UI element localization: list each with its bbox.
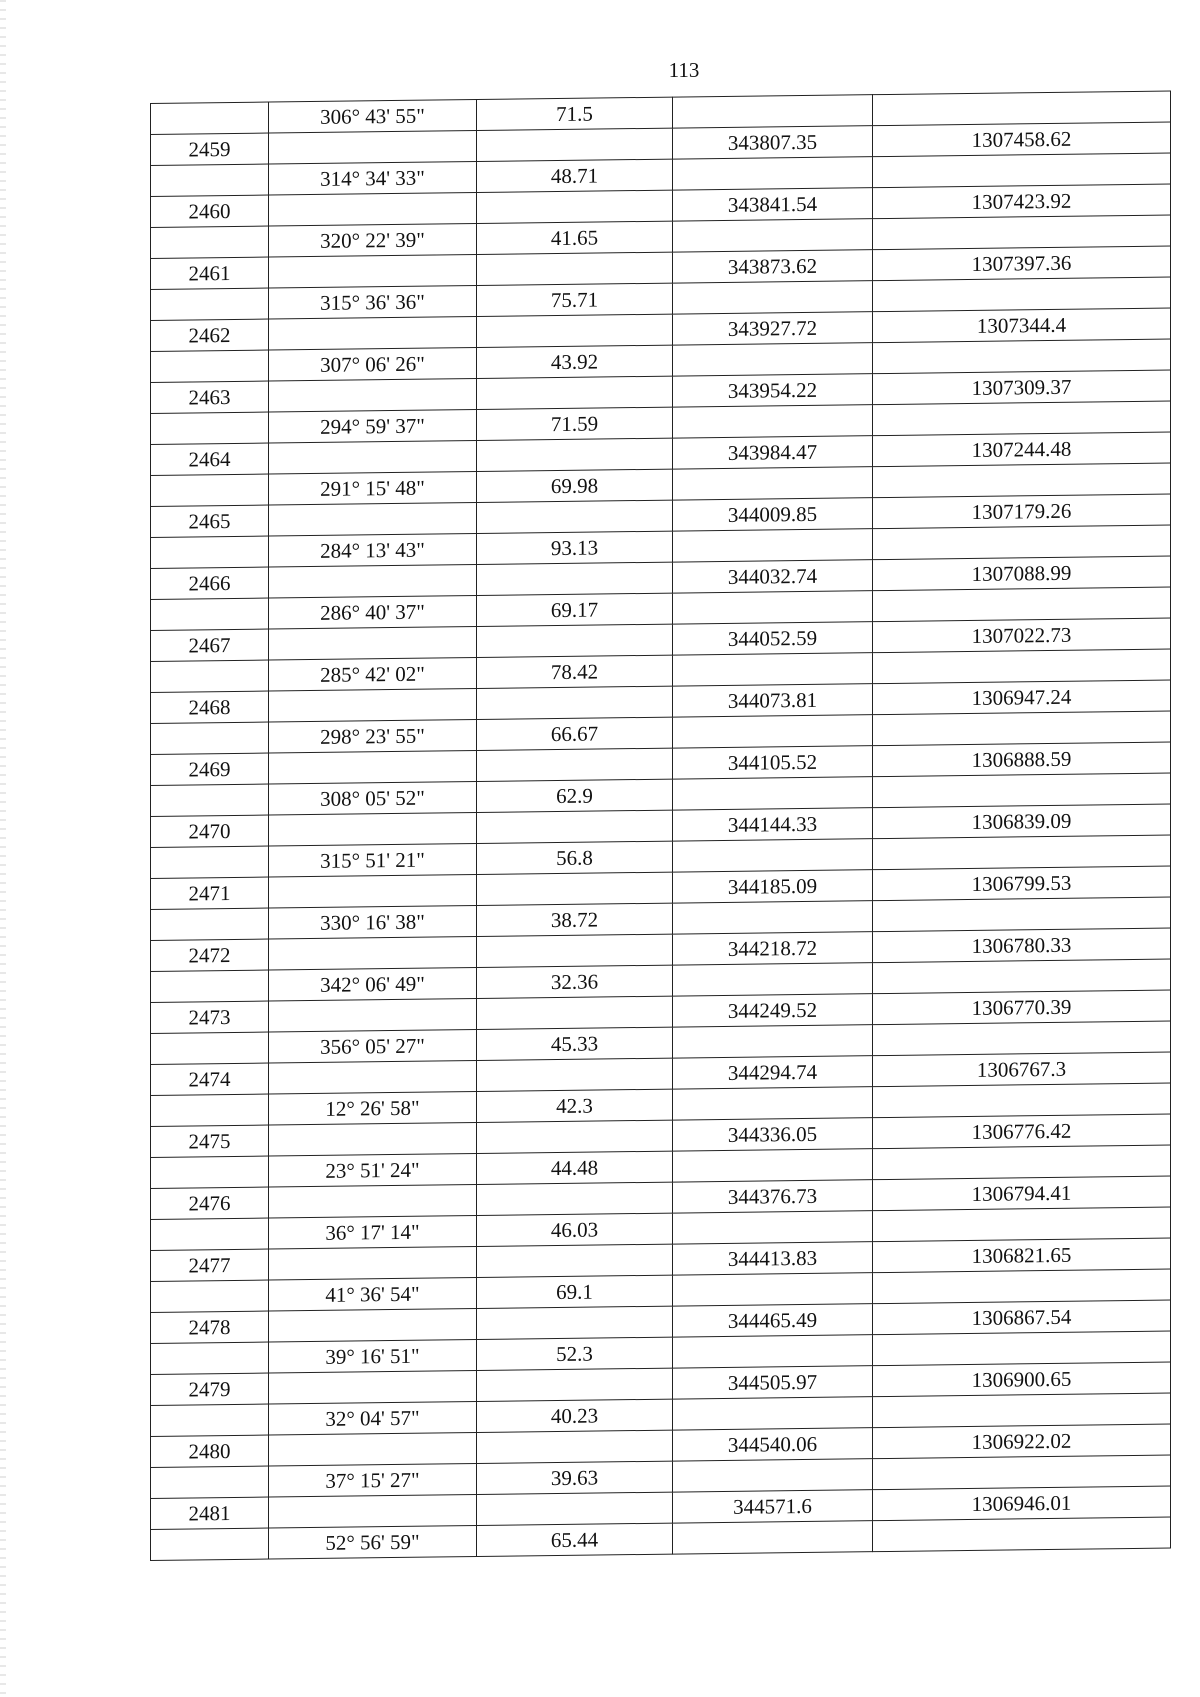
distance-cell: 52.3: [477, 1337, 673, 1370]
distance-cell: 69.17: [477, 593, 673, 626]
distance-cell: [477, 314, 673, 347]
table-body: [151, 91, 1171, 1560]
easting-cell: 344294.74: [673, 1056, 873, 1089]
easting-cell: 343873.62: [673, 250, 873, 283]
northing-cell: [873, 401, 1171, 436]
station-cell: [151, 1528, 269, 1560]
easting-cell: 343807.35: [673, 126, 873, 159]
distance-cell: [477, 1368, 673, 1401]
distance-cell: 66.67: [477, 717, 673, 750]
northing-cell: [873, 773, 1171, 808]
bearing-cell: 314° 34' 33": [269, 162, 477, 196]
northing-cell: [873, 1021, 1171, 1056]
station-cell: [151, 1156, 269, 1188]
northing-cell: 1307022.73: [873, 618, 1171, 653]
station-cell: 2469: [151, 753, 269, 785]
station-cell: [151, 1032, 269, 1064]
bearing-cell: 36° 17' 14": [269, 1216, 477, 1250]
easting-cell: [673, 1459, 873, 1492]
distance-cell: 48.71: [477, 159, 673, 192]
northing-cell: 1306770.39: [873, 990, 1171, 1025]
easting-cell: 344413.83: [673, 1242, 873, 1275]
station-cell: [151, 598, 269, 630]
easting-cell: [673, 95, 873, 128]
bearing-cell: [269, 317, 477, 351]
station-cell: [151, 660, 269, 692]
distance-cell: 78.42: [477, 655, 673, 688]
bearing-cell: 306° 43' 55": [269, 100, 477, 134]
bearing-cell: 285° 42' 02": [269, 658, 477, 692]
easting-cell: 344105.52: [673, 746, 873, 779]
station-cell: 2463: [151, 381, 269, 413]
station-cell: [151, 288, 269, 320]
northing-cell: 1306900.65: [873, 1362, 1171, 1397]
station-cell: 2467: [151, 629, 269, 661]
bearing-cell: [269, 689, 477, 723]
station-cell: 2476: [151, 1187, 269, 1219]
northing-cell: [873, 649, 1171, 684]
easting-cell: [673, 467, 873, 500]
bearing-cell: [269, 1433, 477, 1467]
station-cell: [151, 970, 269, 1002]
easting-cell: [673, 777, 873, 810]
easting-cell: 344009.85: [673, 498, 873, 531]
easting-cell: [673, 1211, 873, 1244]
northing-cell: [873, 1455, 1171, 1490]
distance-cell: 46.03: [477, 1213, 673, 1246]
northing-cell: [873, 1331, 1171, 1366]
northing-cell: 1306946.01: [873, 1486, 1171, 1521]
easting-cell: 344032.74: [673, 560, 873, 593]
northing-cell: 1306839.09: [873, 804, 1171, 839]
distance-cell: 93.13: [477, 531, 673, 564]
northing-cell: 1307244.48: [873, 432, 1171, 467]
easting-cell: [673, 963, 873, 996]
distance-cell: 45.33: [477, 1027, 673, 1060]
northing-cell: 1307423.92: [873, 184, 1171, 219]
easting-cell: 344218.72: [673, 932, 873, 965]
station-cell: [151, 164, 269, 196]
station-cell: 2479: [151, 1373, 269, 1405]
station-cell: 2461: [151, 257, 269, 289]
easting-cell: [673, 1149, 873, 1182]
northing-cell: 1306776.42: [873, 1114, 1171, 1149]
northing-cell: 1307309.37: [873, 370, 1171, 405]
northing-cell: [873, 1207, 1171, 1242]
northing-cell: [873, 1145, 1171, 1180]
bearing-cell: 315° 36' 36": [269, 286, 477, 320]
bearing-cell: [269, 1371, 477, 1405]
easting-cell: 344073.81: [673, 684, 873, 717]
bearing-cell: 286° 40' 37": [269, 596, 477, 630]
easting-cell: [673, 529, 873, 562]
easting-cell: [673, 343, 873, 376]
easting-cell: 344540.06: [673, 1428, 873, 1461]
station-cell: [151, 908, 269, 940]
northing-cell: [873, 1393, 1171, 1428]
bearing-cell: 320° 22' 39": [269, 224, 477, 258]
bearing-cell: [269, 503, 477, 537]
station-cell: 2462: [151, 319, 269, 351]
easting-cell: [673, 901, 873, 934]
northing-cell: 1307088.99: [873, 556, 1171, 591]
distance-cell: [477, 872, 673, 905]
easting-cell: [673, 1087, 873, 1120]
station-cell: 2464: [151, 443, 269, 475]
bearing-cell: 356° 05' 27": [269, 1030, 477, 1064]
station-cell: 2468: [151, 691, 269, 723]
northing-cell: [873, 215, 1171, 250]
bearing-cell: 294° 59' 37": [269, 410, 477, 444]
northing-cell: [873, 153, 1171, 188]
station-cell: [151, 1466, 269, 1498]
station-cell: [151, 1218, 269, 1250]
easting-cell: 343841.54: [673, 188, 873, 221]
bearing-cell: 37° 15' 27": [269, 1464, 477, 1498]
station-cell: 2478: [151, 1311, 269, 1343]
easting-cell: [673, 157, 873, 190]
bearing-cell: [269, 875, 477, 909]
northing-cell: [873, 587, 1171, 622]
bearing-cell: [269, 379, 477, 413]
northing-cell: [873, 959, 1171, 994]
bearing-cell: 52° 56' 59": [269, 1526, 477, 1560]
bearing-cell: [269, 1123, 477, 1157]
distance-cell: 32.36: [477, 965, 673, 998]
page-number: 113: [668, 58, 700, 82]
distance-cell: [477, 438, 673, 471]
distance-cell: [477, 624, 673, 657]
northing-cell: 1306794.41: [873, 1176, 1171, 1211]
distance-cell: 39.63: [477, 1461, 673, 1494]
bearing-cell: [269, 255, 477, 289]
northing-cell: [873, 1517, 1171, 1552]
easting-cell: 344571.6: [673, 1490, 873, 1523]
distance-cell: 71.5: [477, 97, 673, 130]
northing-cell: [873, 711, 1171, 746]
distance-cell: [477, 562, 673, 595]
bearing-cell: 41° 36' 54": [269, 1278, 477, 1312]
northing-cell: [873, 835, 1171, 870]
easting-cell: 344336.05: [673, 1118, 873, 1151]
easting-cell: 344505.97: [673, 1366, 873, 1399]
easting-cell: 343954.22: [673, 374, 873, 407]
distance-cell: [477, 1492, 673, 1525]
station-cell: [151, 536, 269, 568]
distance-cell: [477, 934, 673, 967]
distance-cell: 43.92: [477, 345, 673, 378]
northing-cell: [873, 339, 1171, 374]
distance-cell: [477, 376, 673, 409]
northing-cell: [873, 91, 1171, 126]
easting-cell: [673, 715, 873, 748]
station-cell: 2475: [151, 1125, 269, 1157]
bearing-cell: 330° 16' 38": [269, 906, 477, 940]
bearing-cell: [269, 441, 477, 475]
table-container: [150, 91, 1170, 1561]
easting-cell: [673, 1335, 873, 1368]
bearing-cell: 12° 26' 58": [269, 1092, 477, 1126]
northing-cell: [873, 525, 1171, 560]
easting-cell: 344052.59: [673, 622, 873, 655]
station-cell: [151, 1404, 269, 1436]
bearing-cell: [269, 131, 477, 165]
distance-cell: 38.72: [477, 903, 673, 936]
easting-cell: [673, 281, 873, 314]
easting-cell: [673, 1397, 873, 1430]
easting-cell: 343927.72: [673, 312, 873, 345]
station-cell: [151, 1280, 269, 1312]
distance-cell: 44.48: [477, 1151, 673, 1184]
station-cell: 2460: [151, 195, 269, 227]
station-cell: 2471: [151, 877, 269, 909]
station-cell: [151, 722, 269, 754]
distance-cell: 65.44: [477, 1523, 673, 1556]
bearing-cell: [269, 937, 477, 971]
distance-cell: [477, 1120, 673, 1153]
bearing-cell: [269, 813, 477, 847]
distance-cell: [477, 748, 673, 781]
survey-coordinates-table: [150, 91, 1171, 1561]
bearing-cell: [269, 193, 477, 227]
northing-cell: 1306922.02: [873, 1424, 1171, 1459]
scan-edge-artifact: [0, 0, 6, 1697]
northing-cell: [873, 463, 1171, 498]
northing-cell: 1307397.36: [873, 246, 1171, 281]
easting-cell: 344249.52: [673, 994, 873, 1027]
bearing-cell: 342° 06' 49": [269, 968, 477, 1002]
bearing-cell: 315° 51' 21": [269, 844, 477, 878]
distance-cell: [477, 190, 673, 223]
station-cell: 2480: [151, 1435, 269, 1467]
bearing-cell: 23° 51' 24": [269, 1154, 477, 1188]
distance-cell: [477, 1306, 673, 1339]
bearing-cell: [269, 1495, 477, 1529]
bearing-cell: [269, 1247, 477, 1281]
distance-cell: 69.1: [477, 1275, 673, 1308]
bearing-cell: [269, 1061, 477, 1095]
station-cell: [151, 1094, 269, 1126]
distance-cell: 56.8: [477, 841, 673, 874]
northing-cell: 1306799.53: [873, 866, 1171, 901]
easting-cell: [673, 1521, 873, 1554]
northing-cell: [873, 897, 1171, 932]
easting-cell: 344144.33: [673, 808, 873, 841]
northing-cell: 1307179.26: [873, 494, 1171, 529]
station-cell: [151, 846, 269, 878]
station-cell: [151, 226, 269, 258]
distance-cell: 42.3: [477, 1089, 673, 1122]
distance-cell: 75.71: [477, 283, 673, 316]
distance-cell: [477, 252, 673, 285]
easting-cell: [673, 405, 873, 438]
station-cell: [151, 1342, 269, 1374]
easting-cell: [673, 1025, 873, 1058]
easting-cell: [673, 1273, 873, 1306]
easting-cell: 344185.09: [673, 870, 873, 903]
bearing-cell: 308° 05' 52": [269, 782, 477, 816]
distance-cell: [477, 500, 673, 533]
station-cell: [151, 474, 269, 506]
northing-cell: 1306947.24: [873, 680, 1171, 715]
station-cell: 2474: [151, 1063, 269, 1095]
northing-cell: 1307458.62: [873, 122, 1171, 157]
northing-cell: [873, 1269, 1171, 1304]
easting-cell: [673, 591, 873, 624]
easting-cell: 343984.47: [673, 436, 873, 469]
easting-cell: 344376.73: [673, 1180, 873, 1213]
northing-cell: 1306767.3: [873, 1052, 1171, 1087]
northing-cell: 1307344.4: [873, 308, 1171, 343]
easting-cell: 344465.49: [673, 1304, 873, 1337]
station-cell: 2472: [151, 939, 269, 971]
station-cell: 2466: [151, 567, 269, 599]
bearing-cell: 291° 15' 48": [269, 472, 477, 506]
station-cell: [151, 784, 269, 816]
distance-cell: [477, 1430, 673, 1463]
bearing-cell: [269, 1185, 477, 1219]
easting-cell: [673, 839, 873, 872]
northing-cell: 1306780.33: [873, 928, 1171, 963]
northing-cell: [873, 277, 1171, 312]
bearing-cell: 307° 06' 26": [269, 348, 477, 382]
distance-cell: [477, 810, 673, 843]
distance-cell: [477, 1058, 673, 1091]
distance-cell: 69.98: [477, 469, 673, 502]
bearing-cell: 298° 23' 55": [269, 720, 477, 754]
station-cell: [151, 412, 269, 444]
station-cell: 2481: [151, 1497, 269, 1529]
bearing-cell: [269, 999, 477, 1033]
distance-cell: 41.65: [477, 221, 673, 254]
bearing-cell: [269, 751, 477, 785]
distance-cell: [477, 996, 673, 1029]
easting-cell: [673, 219, 873, 252]
distance-cell: 71.59: [477, 407, 673, 440]
distance-cell: 40.23: [477, 1399, 673, 1432]
distance-cell: [477, 128, 673, 161]
bearing-cell: [269, 627, 477, 661]
northing-cell: [873, 1083, 1171, 1118]
northing-cell: 1306888.59: [873, 742, 1171, 777]
bearing-cell: 39° 16' 51": [269, 1340, 477, 1374]
station-cell: 2470: [151, 815, 269, 847]
easting-cell: [673, 653, 873, 686]
station-cell: [151, 102, 269, 134]
distance-cell: [477, 686, 673, 719]
station-cell: 2465: [151, 505, 269, 537]
northing-cell: 1306821.65: [873, 1238, 1171, 1273]
bearing-cell: 32° 04' 57": [269, 1402, 477, 1436]
northing-cell: 1306867.54: [873, 1300, 1171, 1335]
bearing-cell: 284° 13' 43": [269, 534, 477, 568]
distance-cell: [477, 1182, 673, 1215]
bearing-cell: [269, 565, 477, 599]
distance-cell: [477, 1244, 673, 1277]
station-cell: 2477: [151, 1249, 269, 1281]
station-cell: [151, 350, 269, 382]
bearing-cell: [269, 1309, 477, 1343]
distance-cell: 62.9: [477, 779, 673, 812]
station-cell: 2473: [151, 1001, 269, 1033]
station-cell: 2459: [151, 133, 269, 165]
